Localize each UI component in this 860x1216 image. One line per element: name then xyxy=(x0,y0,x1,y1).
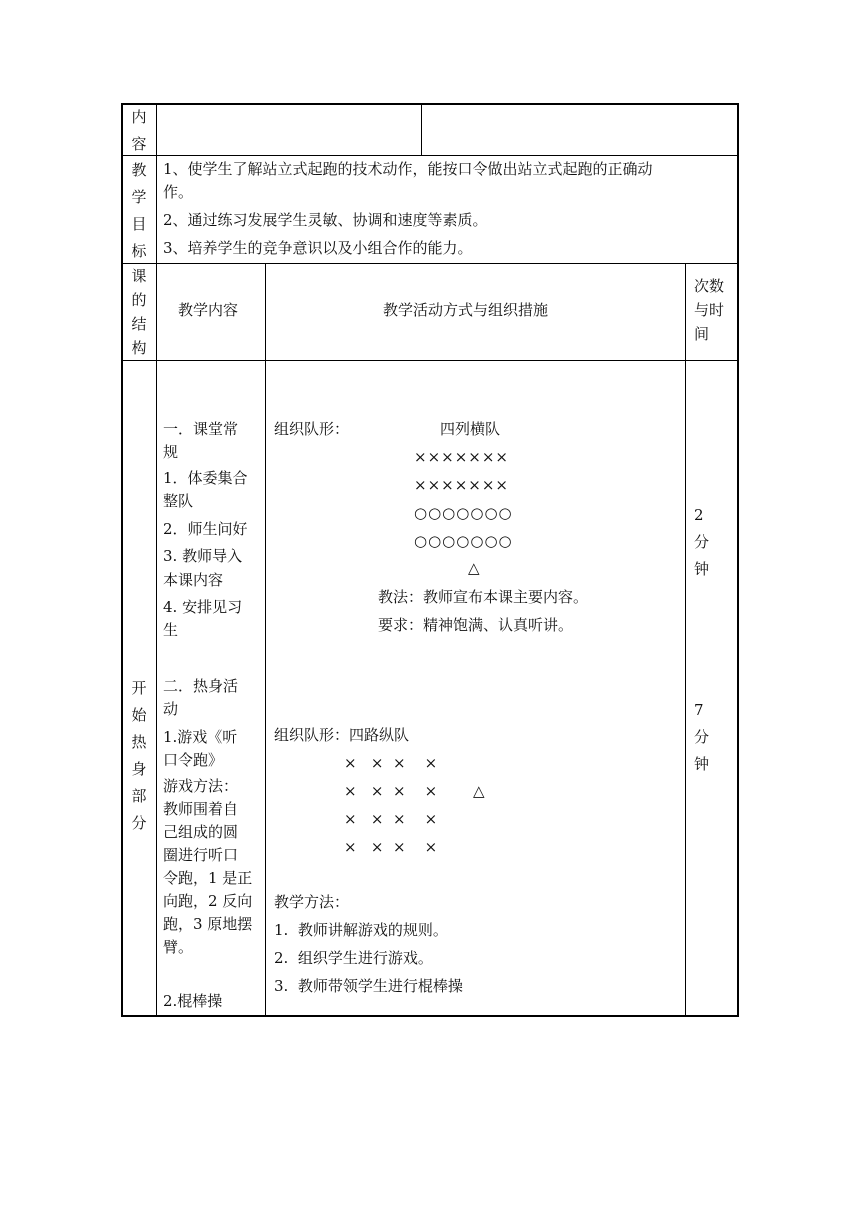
content-warmup-2: 动 xyxy=(163,700,179,718)
content-warmup-7: 己组成的圆 xyxy=(163,823,239,841)
teacher-triangle-icon-2: △ xyxy=(473,782,485,800)
requirement-1: 要求：精神饱满、认真听讲。 xyxy=(378,616,574,634)
table-border-row3 xyxy=(121,360,738,361)
formation1-row-3: ○○○○○○○ xyxy=(414,504,513,522)
table-border-right xyxy=(737,103,739,1017)
method2-title: 教学方法： xyxy=(274,893,350,911)
objective-line-2: 作。 xyxy=(163,183,194,201)
table-border-label-col xyxy=(156,103,157,1017)
structure-label: 课 的 结 构 xyxy=(131,267,147,357)
formation1-label: 组织队形： xyxy=(274,420,350,438)
time-warmup: 7 分 钟 xyxy=(694,701,710,773)
header-teaching-content: 教学内容 xyxy=(178,301,239,319)
formation2-row-3: × × × × xyxy=(344,810,438,828)
section-label: 开 始 热 身 部 分 xyxy=(131,679,147,832)
table-border-row2 xyxy=(121,263,738,264)
content-warmup-12: 臂。 xyxy=(163,938,194,956)
formation2-row-1: × × × × xyxy=(344,754,438,772)
content-warmup-5: 游戏方法： xyxy=(163,777,239,795)
method2-item-2: 2. 组织学生进行游戏。 xyxy=(274,949,433,967)
content-routine-3: 1．体委集合 xyxy=(163,469,248,487)
content-warmup-9: 令跑，1 是正 xyxy=(163,869,253,887)
content-warmup-8: 圈进行听口 xyxy=(163,846,239,864)
content-label: 内 容 xyxy=(131,108,147,153)
formation2-label: 组织队形：四路纵队 xyxy=(274,726,410,744)
header-times: 次数 与时 间 xyxy=(694,277,725,343)
table-border-left xyxy=(121,103,123,1017)
table-border-top xyxy=(121,103,738,105)
content-routine-9: 生 xyxy=(163,621,179,639)
content-warmup-1: 二．热身活 xyxy=(163,677,239,695)
objective-line-3: 2、通过练习发展学生灵敏、协调和速度等素质。 xyxy=(163,211,488,229)
content-routine-4: 整队 xyxy=(163,492,194,510)
content-warmup-11: 跑，3 原地摆 xyxy=(163,915,253,933)
table-border-row1 xyxy=(121,155,738,156)
method2-item-1: 1. 教师讲解游戏的规则。 xyxy=(274,921,448,939)
method-1: 教法：教师宣布本课主要内容。 xyxy=(378,588,589,606)
objective-line-1: 1、使学生了解站立式起跑的技术动作，能按口令做出站立式起跑的正确动 xyxy=(163,160,653,178)
content-warmup-13: 2.棍棒操 xyxy=(163,992,223,1010)
formation1-name: 四列横队 xyxy=(440,420,501,438)
content-routine-1: 一．课堂常 xyxy=(163,420,239,438)
method2-item-3: 3. 教师带领学生进行棍棒操 xyxy=(274,977,463,995)
content-routine-5: 2．师生问好 xyxy=(163,520,248,538)
content-routine-6: 3. 教师导入 xyxy=(163,547,243,565)
table-border-content-col xyxy=(265,263,266,1017)
formation1-row-1: ××××××× xyxy=(414,448,509,466)
formation1-row-4: ○○○○○○○ xyxy=(414,532,513,550)
table-border-time-col xyxy=(685,263,686,1017)
table-border-row1-split xyxy=(421,103,422,155)
objective-line-4: 3、培养学生的竞争意识以及小组合作的能力。 xyxy=(163,239,473,257)
time-routine: 2 分 钟 xyxy=(694,506,710,578)
teacher-triangle-icon: △ xyxy=(468,559,480,577)
content-warmup-3: 1.游戏《听 xyxy=(163,728,238,746)
content-routine-7: 本课内容 xyxy=(163,571,224,589)
content-routine-2: 规 xyxy=(163,443,179,461)
formation1-row-2: ××××××× xyxy=(414,476,509,494)
header-activity: 教学活动方式与组织措施 xyxy=(383,301,549,319)
objective-label: 教 学 目 标 xyxy=(131,161,147,260)
content-warmup-4: 口令跑》 xyxy=(163,751,224,769)
formation2-row-4: × × × × xyxy=(344,838,438,856)
content-warmup-10: 向跑，2 反向 xyxy=(163,892,253,910)
content-warmup-6: 教师围着自 xyxy=(163,800,239,818)
content-routine-8: 4. 安排见习 xyxy=(163,598,243,616)
formation2-row-2: × × × × xyxy=(344,782,438,800)
table-border-bottom xyxy=(121,1015,738,1017)
